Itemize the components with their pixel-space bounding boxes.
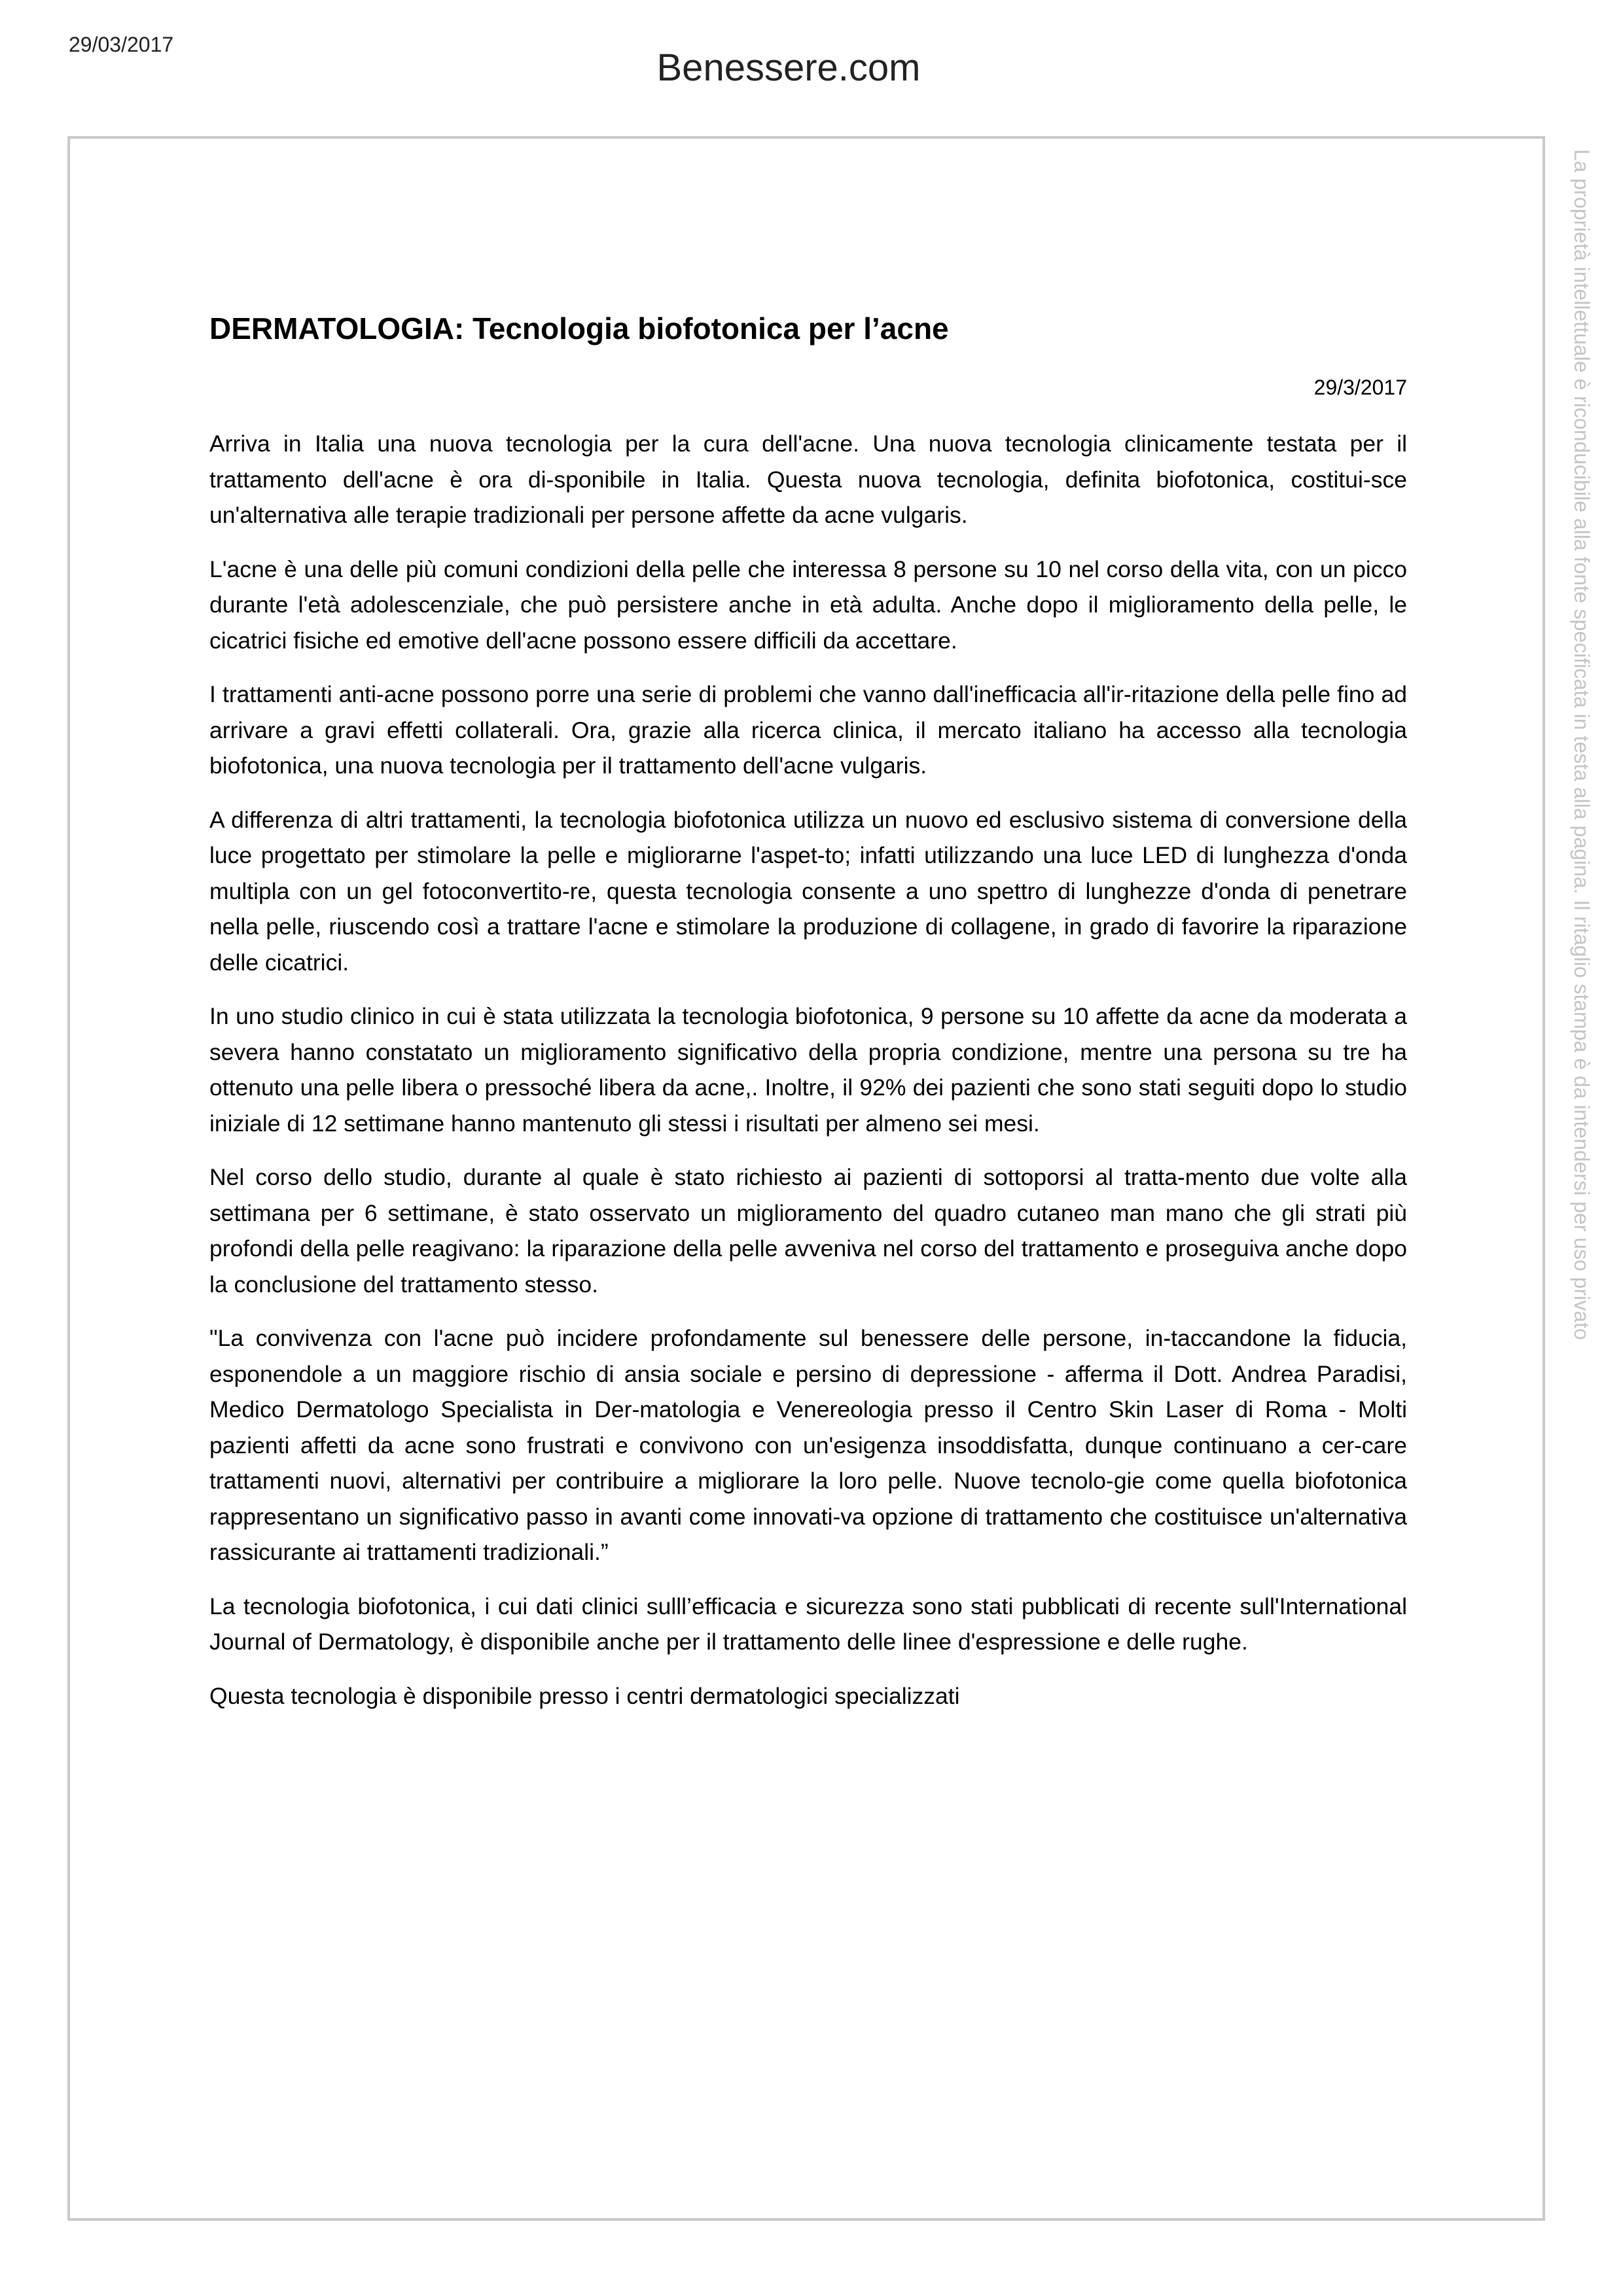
article-paragraph: Nel corso dello studio, durante al quale è stato richiesto ai pazienti di sottoporsi al tratta-mento due volte alla settimana per 6 settimane, è stato osservato un miglioramento del quadro cutaneo man mano che gli strati più profondi della pelle reagivano: la riparazione della pelle avveniva nel corso del trattamento e proseguiva anche dopo la conclusione del trattamento stesso.: [209, 1164, 1407, 1298]
article-paragraph: In uno studio clinico in cui è stata utilizzata la tecnologia biofotonica, 9 persone su 10 affette da acne da moderata a severa hanno constatato un miglioramento significativo della propria condizione, mentre una persona su tre ha ottenuto una pelle libera o pressoché libera da acne,. Inoltre, il 92% dei pazienti che sono stati seguiti dopo lo studio iniziale di 12 settimane hanno mantenuto gli stessi i risultati per almeno sei mesi.: [209, 1003, 1407, 1137]
copyright-side-note: La proprietà intellettuale è riconducibile alla fonte specificata in testa alla pagina. Il ritaglio stampa è da intendersi per uso privato: [1570, 149, 1594, 1340]
article: [209, 311, 1407, 1732]
article-paragraph: L'acne è una delle più comuni condizioni della pelle che interessa 8 persone su 10 nel corso della vita, con un picco durante l'età adolescenziale, che può persistere anche in età adulta. Anche dopo il miglioramento della pelle, le cicatrici fisiche ed emotive dell'acne possono essere difficili da accettare.: [209, 556, 1407, 654]
article-paragraph: La tecnologia biofotonica, i cui dati clinici sulll’efficacia e sicurezza sono stati pubblicati di recente sull'International Journal of Dermatology, è disponibile anche per il trattamento delle linee d'espressione e delle rughe.: [209, 1593, 1407, 1655]
article-date: 29/3/2017: [1313, 376, 1407, 400]
article-quote-paragraph: "La convivenza con l'acne può incidere profondamente sul benessere delle persone, in-taccandone la fiducia, esponendole a un maggiore rischio di ansia sociale e persino di depressione - afferma il Dott. Andrea Paradisi, Medico Dermatologo Specialista in Der-matologia e Venereologia presso il Centro Skin Laser di Roma - Molti pazienti affetti da acne sono frustrati e convivono con un'esigenza insoddisfatta, dunque continuano a cer-care trattamenti nuovi, alternativi per contribuire a migliorare la loro pelle. Nuove tecnolo-gie come quella biofotonica rappresentano un significativo passo in avanti come innovati-va opzione di trattamento che costituisce un'alternativa rassicurante ai trattamenti tradizionali.”: [209, 1325, 1407, 1566]
article-paragraph: Arriva in Italia una nuova tecnologia per la cura dell'acne. Una nuova tecnologia clinicamente testata per il trattamento dell'acne è ora di-sponibile in Italia. Questa nuova tecnologia, definita biofotonica, costitui-sce un'alternativa alle terapie tradizionali per persone affette da acne vulgaris.: [209, 431, 1407, 529]
article-title: DERMATOLOGIA: Tecnologia biofotonica per l’acne: [209, 311, 949, 345]
site-name: Benessere.com: [656, 46, 921, 89]
article-paragraph: A differenza di altri trattamenti, la tecnologia biofotonica utilizza un nuovo ed esclusivo sistema di conversione della luce progettato per stimolare la pelle e migliorarne l'aspet-to; infatti utilizzando una luce LED di lunghezza d'onda multipla con un gel fotoconvertito-re, questa tecnologia consente a uno spettro di lunghezze d'onda di penetrare nella pelle, riuscendo così a trattare l'acne e stimolare la produzione di collagene, in grado di favorire la riparazione delle cicatrici.: [209, 806, 1407, 976]
article-closing-line: Questa tecnologia è disponibile presso i centri dermatologici specializzati: [209, 1682, 960, 1709]
article-paragraph: I trattamenti anti-acne possono porre una serie di problemi che vanno dall'inefficacia all'ir-ritazione della pelle fino ad arrivare a gravi effetti collaterali. Ora, grazie alla ricerca clinica, il mercato italiano ha accesso alla tecnologia biofotonica, una nuova tecnologia per il trattamento dell'acne vulgaris.: [209, 681, 1407, 779]
print-date: 29/03/2017: [69, 33, 174, 56]
